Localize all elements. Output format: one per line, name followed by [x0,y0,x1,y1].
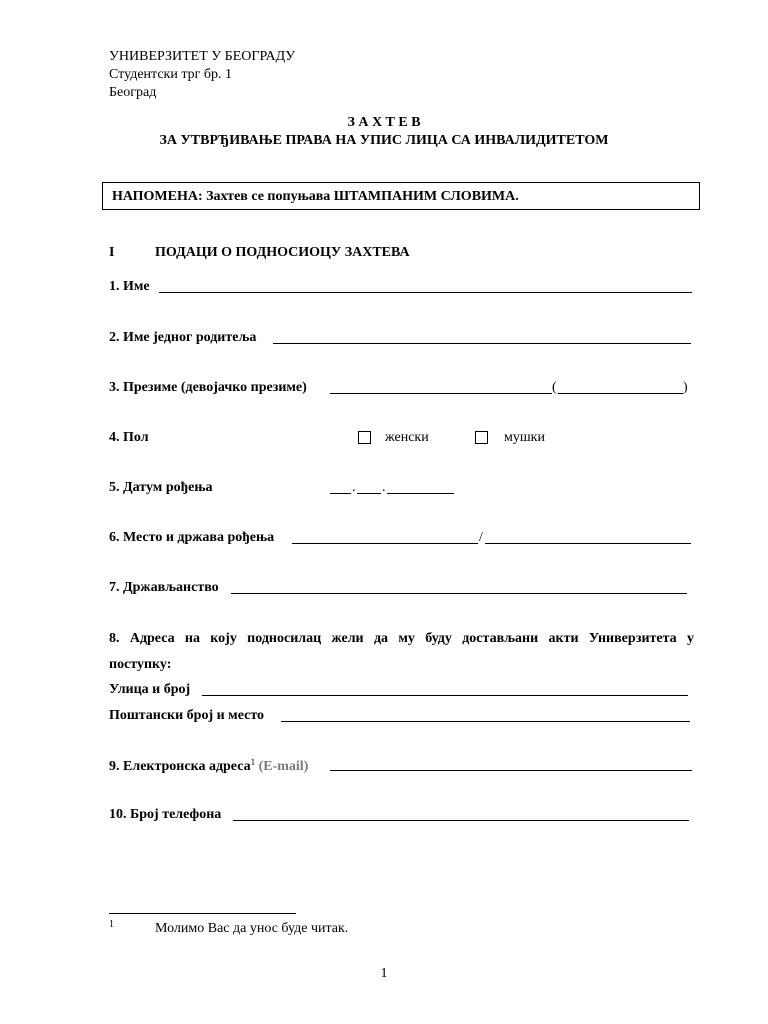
field-citizenship-label: 7. Држављанство [109,580,219,595]
date-dot: . [382,480,386,495]
note-text: НАПОМЕНА: Захтев се попуњава ШТАМПАНИМ СЛОВИМА. [112,189,519,204]
field-parent-name-label: 2. Име једног родитеља [109,330,257,345]
field-birthplace-label: 6. Место и држава рођења [109,530,275,545]
field-address-label-cont: поступку: [109,657,172,672]
field-email-label [109,758,308,774]
street-label: Улица и број [109,682,191,697]
footnote-ref: 1 [250,757,256,767]
field-phone-label: 10. Број телефона [109,807,222,822]
citizenship-field[interactable] [231,593,687,594]
document-subtitle: ЗА УТВРЂИВАЊЕ ПРАВА НА УПИС ЛИЦА СА ИНВАЛИДИТЕТОМ [159,133,609,148]
field-birthdate-label: 5. Датум рођења [109,480,213,495]
birthplace-separator: / [479,530,483,545]
first-name-field[interactable] [159,292,692,293]
phone-field[interactable] [233,820,689,821]
university-name: УНИВЕРЗИТЕТ У БЕОГРАДУ [109,49,296,64]
surname-field[interactable] [330,393,552,394]
university-city: Београд [109,85,157,100]
postal-label: Поштански број и место [109,708,265,723]
footnote-divider [109,913,296,914]
footnote-mark: 1 [109,919,114,930]
date-dot: . [352,480,356,495]
birth-day-field[interactable] [330,493,351,494]
note-box [102,182,700,210]
birth-month-field[interactable] [357,493,381,494]
female-checkbox[interactable] [358,431,371,444]
street-field[interactable] [202,695,688,696]
maiden-open-paren: ( [552,380,557,395]
female-label: женски [385,430,429,445]
footnote-text: Молимо Вас да унос буде читак. [155,921,349,936]
maiden-close-paren: ) [683,380,688,395]
birth-country-field[interactable] [485,543,691,544]
section-number: I [109,245,115,260]
postal-field[interactable] [281,721,690,722]
maiden-name-field[interactable] [558,393,683,394]
parent-name-field[interactable] [273,343,691,344]
field-gender-label: 4. Пол [109,430,149,445]
field-surname-label: 3. Презиме (девојачко презиме) [109,380,307,395]
email-label-text: 9. Електронска адреса [109,759,251,774]
field-address-label: 8. Адреса на коју подносилац жели да му буду достављани акти Универзитета у [109,631,694,646]
email-hint: (E-mail) [258,759,309,774]
university-address: Студентски трг бр. 1 [109,67,232,82]
birthplace-field[interactable] [292,543,478,544]
page-number: 1 [380,966,388,981]
field-first-name-label: 1. Име [109,279,150,294]
document-title: З А Х Т Е В [347,115,421,130]
section-title: ПОДАЦИ О ПОДНОСИОЦУ ЗАХТЕВА [155,245,410,260]
email-field[interactable] [330,770,692,771]
male-label: мушки [504,430,545,445]
birth-year-field[interactable] [387,493,454,494]
male-checkbox[interactable] [475,431,488,444]
